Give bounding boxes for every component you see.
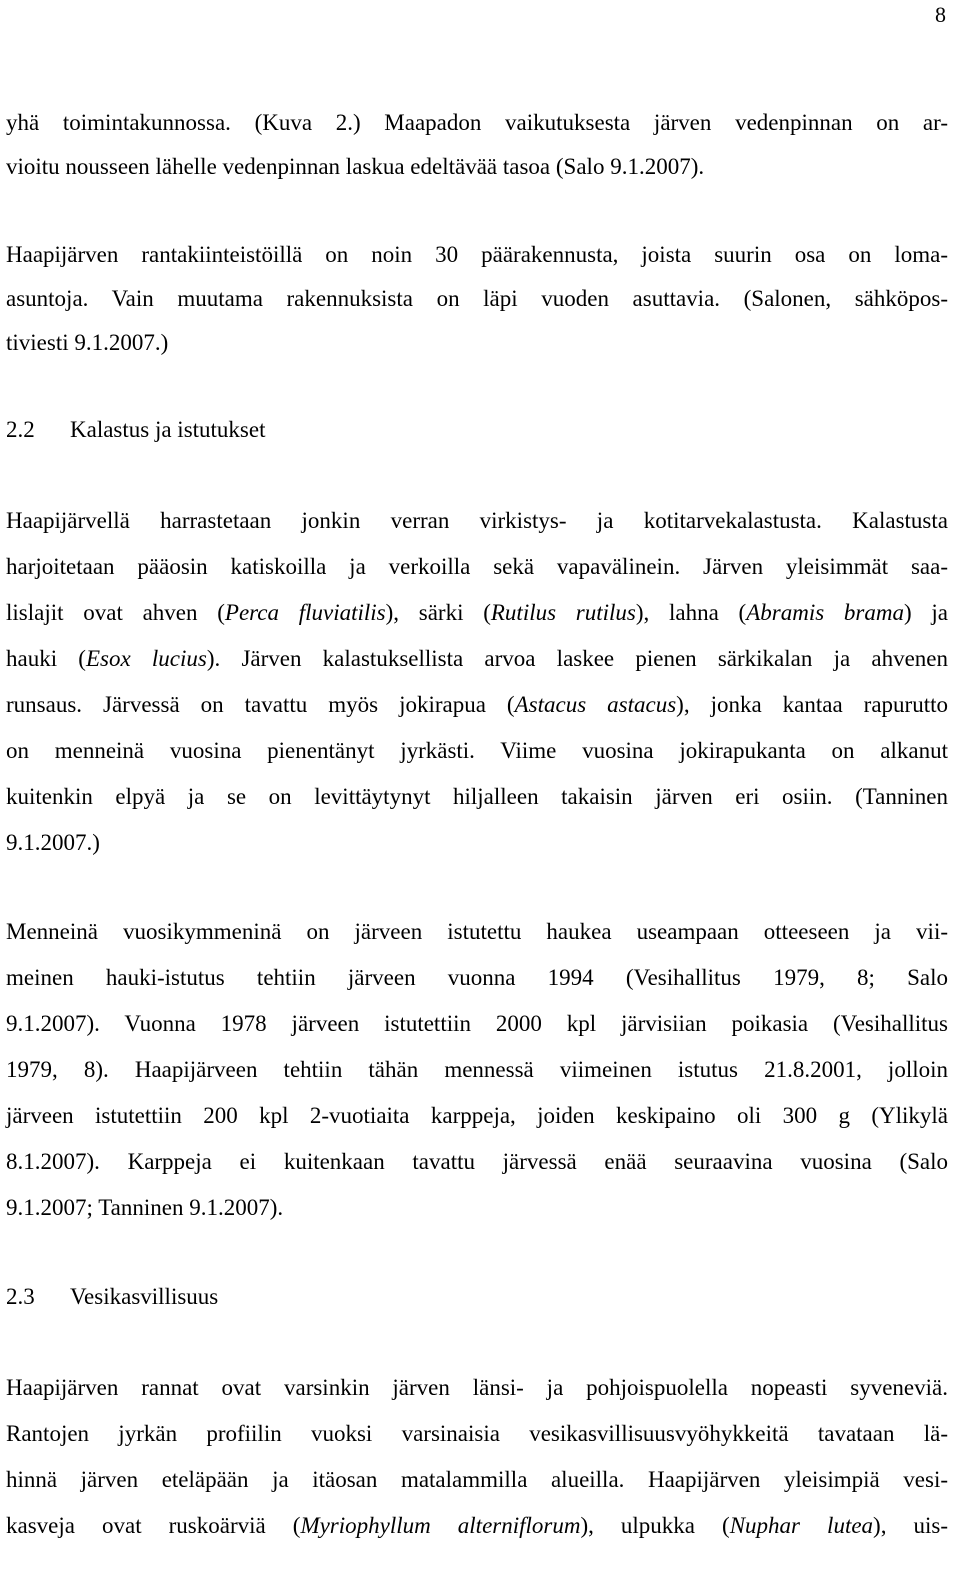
- paragraph-3-line-3: [6, 601, 948, 624]
- species-name: Abramis brama: [746, 600, 904, 625]
- paragraph-4-line-2: meinen hauki-istutus tehtiin järveen vuonna 1994 (Vesihallitus 1979, 8; Salo: [6, 965, 948, 990]
- paragraph-4-line-5: järveen istutettiin 200 kpl 2-vuotiaita karppeja, joiden keskipaino oli 300 g (Ylikylä: [6, 1103, 948, 1128]
- paragraph-5-line-1: Haapijärven rannat ovat varsinkin järven länsi- ja pohjoispuolella nopeasti syveneviä.: [6, 1375, 948, 1400]
- paragraph-4-line-1: Menneinä vuosikymmeninä on järveen istutettu haukea useampaan otteeseen ja vii-: [6, 919, 948, 944]
- section-heading-2-3: [6, 1285, 218, 1308]
- text-run: lislajit ovat ahven (: [6, 600, 225, 625]
- species-name: Perca fluviatilis: [224, 600, 386, 625]
- text-run: ). Järven kalastuksellista arvoa laskee pienen särkikalan ja ahvenen: [206, 646, 948, 671]
- paragraph-3-line-6: on menneinä vuosina pienentänyt jyrkästi. Viime vuosina jokirapukanta on alkanut: [6, 738, 948, 763]
- section-number: 2.2: [6, 417, 35, 442]
- species-name: Nuphar lutea: [729, 1513, 874, 1538]
- paragraph-2-line-2: asuntoja. Vain muutama rakennuksista on läpi vuoden asuttavia. (Salonen, sähköpos-: [6, 286, 948, 311]
- paragraph-4-line-7: 9.1.2007; Tanninen 9.1.2007).: [6, 1195, 284, 1220]
- section-title: Vesikasvillisuus: [70, 1284, 219, 1309]
- text-run: ), jonka kantaa rapurutto: [676, 692, 948, 717]
- species-name: Myriophyllum alterniflorum: [300, 1513, 581, 1538]
- species-name: Astacus astacus: [514, 692, 677, 717]
- section-number: 2.3: [6, 1284, 35, 1309]
- paragraph-1-line-2: vioitu nousseen lähelle vedenpinnan laskua edeltävää tasoa (Salo 9.1.2007).: [6, 154, 705, 179]
- paragraph-5-line-2: Rantojen jyrkän profiilin vuoksi varsinaisia vesikasvillisuusvyöhykkeitä tavataan lä-: [6, 1421, 948, 1446]
- paragraph-3-line-8: 9.1.2007.): [6, 830, 100, 855]
- page-number: 8: [935, 2, 946, 27]
- text-run: ), ulpukka (: [580, 1513, 730, 1538]
- section-heading-2-2: [6, 418, 265, 441]
- paragraph-5-line-4: [6, 1514, 948, 1537]
- paragraph-5-line-3: hinnä järven eteläpään ja itäosan matalammilla alueilla. Haapijärven yleisimpiä vesi-: [6, 1467, 948, 1492]
- text-run: hauki (: [6, 646, 86, 671]
- paragraph-4-line-6: 8.1.2007). Karppeja ei kuitenkaan tavattu järvessä enää seuraavina vuosina (Salo: [6, 1149, 948, 1174]
- paragraph-1-line-1: yhä toimintakunnossa. (Kuva 2.) Maapadon vaikutuksesta järven vedenpinnan on ar-: [6, 110, 948, 135]
- paragraph-3-line-7: kuitenkin elpyä ja se on levittäytynyt hiljalleen takaisin järven eri osiin. (Tanninen: [6, 784, 948, 809]
- paragraph-3-line-2: harjoitetaan pääosin katiskoilla ja verkoilla sekä vapavälinein. Järven yleisimmät saa-: [6, 554, 948, 579]
- species-name: Rutilus rutilus: [490, 600, 636, 625]
- paragraph-3-line-5: [6, 693, 948, 716]
- paragraph-2-line-1: Haapijärven rantakiinteistöillä on noin 30 päärakennusta, joista suurin osa on loma-: [6, 242, 948, 267]
- text-run: kasveja ovat ruskoärviä (: [6, 1513, 301, 1538]
- paragraph-3-line-4: [6, 647, 948, 670]
- text-run: ) ja: [903, 600, 948, 625]
- text-run: ), särki (: [385, 600, 491, 625]
- section-title: Kalastus ja istutukset: [70, 417, 266, 442]
- text-run: ), lahna (: [635, 600, 747, 625]
- text-run: ), uis-: [873, 1513, 948, 1538]
- paragraph-4-line-4: 1979, 8). Haapijärveen tehtiin tähän mennessä viimeinen istutus 21.8.2001, jolloin: [6, 1057, 948, 1082]
- text-run: runsaus. Järvessä on tavattu myös jokirapua (: [6, 692, 515, 717]
- paragraph-2-line-3: tiviesti 9.1.2007.): [6, 330, 169, 355]
- species-name: Esox lucius: [85, 646, 207, 671]
- paragraph-3-line-1: Haapijärvellä harrastetaan jonkin verran virkistys- ja kotitarvekalastusta. Kalastusta: [6, 508, 948, 533]
- paragraph-4-line-3: 9.1.2007). Vuonna 1978 järveen istutettiin 2000 kpl järvisiian poikasia (Vesihallitus: [6, 1011, 948, 1036]
